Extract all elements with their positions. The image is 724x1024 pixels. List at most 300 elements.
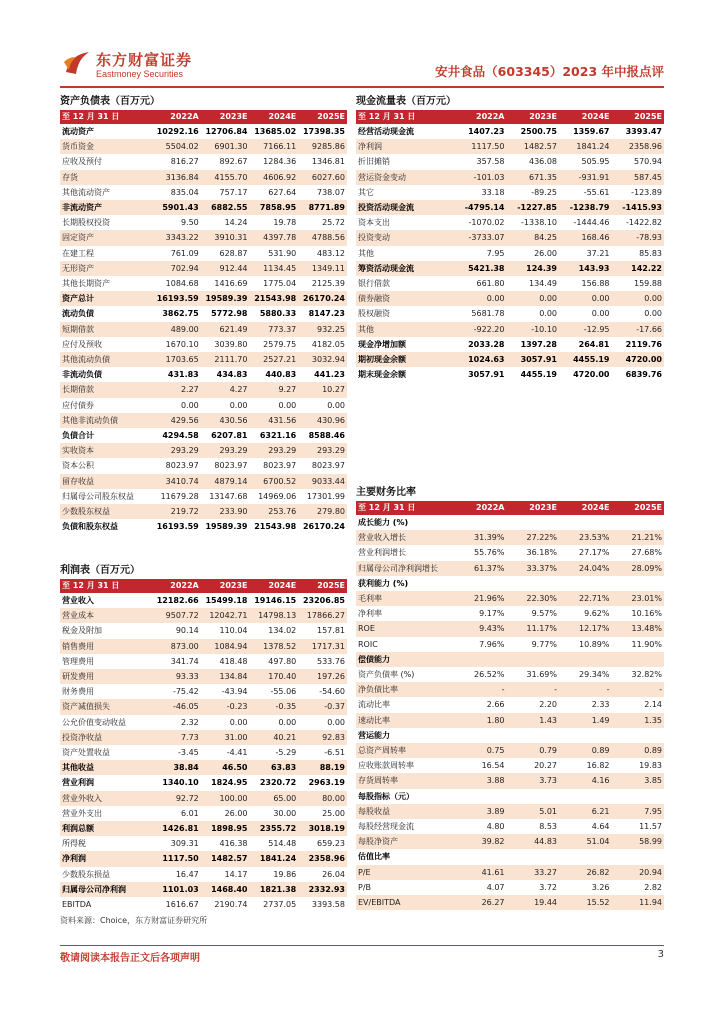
ratios-table — [356, 501, 664, 910]
table-row — [356, 849, 664, 864]
cell-value: 416.38 — [219, 839, 248, 849]
table-row — [356, 697, 664, 712]
cell-value: -54.60 — [319, 687, 345, 697]
row-label: 营业利润增长 — [358, 548, 406, 558]
cell-value: 5772.98 — [211, 309, 248, 319]
row-label: 估值比率 — [358, 852, 390, 862]
cashflow-table — [356, 110, 664, 382]
column-header-period: 至 12 月 31 日 — [356, 501, 454, 515]
row-label: 每股指标（元） — [358, 791, 414, 801]
cell-value: 55.76% — [473, 548, 505, 558]
cell-value: 309.31 — [170, 839, 199, 849]
table-row — [356, 515, 664, 530]
table-header-row — [60, 110, 347, 124]
cell-value: -5.29 — [275, 748, 297, 758]
cell-value: -0.23 — [201, 699, 250, 714]
cell-value: 4294.58 — [162, 431, 199, 441]
cell-value: 143.93 — [559, 261, 612, 276]
table-row — [60, 185, 347, 200]
cell-value: 16193.59 — [152, 291, 201, 306]
cell-value: 100.00 — [201, 791, 250, 806]
cell-value: 738.07 — [317, 187, 345, 197]
table-row — [60, 489, 347, 504]
cell-value: 80.00 — [298, 791, 347, 806]
table-row — [60, 519, 347, 534]
cell-value: 932.25 — [298, 322, 347, 337]
table-row — [60, 623, 347, 638]
cell-value: 19146.15 — [254, 596, 297, 605]
cell-value: 1898.95 — [201, 821, 250, 836]
cell-value: 0.00 — [507, 291, 560, 306]
cell-value: -55.06 — [270, 687, 297, 697]
row-label: 总资产周转率 — [356, 743, 454, 758]
cell-value — [454, 652, 507, 667]
table-row — [60, 699, 347, 714]
cell-value: 702.94 — [152, 261, 201, 276]
cell-value: 1482.57 — [507, 139, 560, 154]
cell-value: 22.71% — [559, 591, 612, 606]
cell-value: 27.17% — [578, 548, 610, 558]
income-statement-title: 利润表（百万元） — [60, 565, 140, 576]
table-row — [60, 337, 347, 352]
cell-value — [454, 576, 507, 591]
row-label: 短期借款 — [60, 322, 152, 337]
cell-value: 29.34% — [578, 670, 610, 680]
row-label: 负债和股东权益 — [62, 522, 118, 532]
cell-value: 4155.70 — [201, 170, 250, 185]
row-label: 其他流动资产 — [62, 187, 110, 197]
cell-value: 1482.57 — [201, 851, 250, 866]
table-row — [60, 608, 347, 623]
row-label: EV/EBITDA — [356, 895, 454, 910]
cell-value: 21543.98 — [254, 522, 297, 532]
row-label: 负债合计 — [62, 431, 94, 441]
cell-value: 219.72 — [152, 504, 201, 519]
cell-value: 24.04% — [559, 561, 612, 576]
cell-value: 1117.50 — [454, 139, 507, 154]
row-label: 存货 — [60, 170, 152, 185]
table-row — [60, 291, 347, 306]
table-row — [60, 458, 347, 473]
cell-value: 157.81 — [317, 626, 345, 636]
row-label: 应付及预收 — [62, 339, 102, 349]
cell-value: 44.83 — [507, 834, 560, 849]
cell-value: 497.80 — [268, 656, 297, 666]
row-label: 实收资本 — [60, 443, 152, 458]
table-row — [356, 530, 664, 545]
cell-value: 3343.22 — [152, 230, 201, 245]
row-label: 归属母公司股东权益 — [62, 491, 134, 501]
table-row — [60, 897, 347, 912]
table-row — [60, 215, 347, 230]
cell-value: -0.37 — [298, 699, 347, 714]
cell-value — [507, 849, 560, 864]
table-row — [356, 895, 664, 910]
cell-value: 1117.50 — [152, 851, 201, 866]
cell-value: 26.82 — [559, 865, 612, 880]
row-label: 现金净增加额 — [358, 339, 406, 349]
cell-value: 3039.80 — [214, 339, 248, 349]
table-row — [356, 743, 664, 758]
cell-value: 1340.10 — [162, 778, 199, 788]
cell-value: 13147.68 — [209, 491, 248, 501]
cell-value — [454, 849, 507, 864]
table-row — [60, 124, 347, 139]
cell-value: 431.83 — [167, 370, 199, 380]
cell-value: -12.95 — [559, 322, 612, 337]
row-label: 净利润 — [356, 139, 454, 154]
cell-value: 33.18 — [481, 187, 505, 197]
row-label: 投资净收益 — [60, 730, 152, 745]
cell-value — [507, 515, 560, 530]
table-row — [356, 561, 664, 576]
table-row — [356, 789, 664, 804]
cell-value: 0.00 — [644, 309, 662, 319]
row-label: 资产总计 — [60, 291, 152, 306]
header-divider — [60, 86, 664, 88]
cell-value: -1338.10 — [521, 218, 557, 228]
cell-value: 61.37% — [454, 561, 507, 576]
cell-value: 4879.14 — [201, 474, 250, 489]
cell-value: 15.52 — [559, 895, 612, 910]
cell-value — [454, 515, 507, 530]
row-label: 财务费用 — [62, 687, 94, 697]
table-row — [356, 352, 664, 367]
cell-value: 8.53 — [539, 822, 557, 832]
cell-value: -4.41 — [226, 748, 248, 758]
column-header-year: 2023E — [201, 579, 250, 593]
cell-value: 6207.81 — [211, 431, 248, 441]
row-label: 归属母公司净利润 — [60, 882, 152, 897]
cell-value: 1101.03 — [152, 882, 201, 897]
cell-value: 88.19 — [298, 760, 347, 775]
table-row — [356, 124, 664, 139]
income-statement-table — [60, 579, 347, 912]
cell-value: 4720.00 — [612, 352, 665, 367]
cell-value: 3393.58 — [311, 900, 345, 910]
row-label: 其他 — [356, 322, 454, 337]
cell-value: 264.81 — [578, 339, 610, 349]
cell-value: 7.95 — [486, 248, 505, 258]
cell-value: -3733.07 — [454, 230, 507, 245]
column-header-period: 至 12 月 31 日 — [356, 110, 454, 124]
cell-value: 14.24 — [224, 218, 248, 228]
row-label: 流动负债 — [62, 309, 94, 319]
cell-value: 134.49 — [529, 279, 557, 289]
cell-value: 33.37% — [507, 561, 560, 576]
row-label: 资本公积 — [62, 461, 94, 471]
column-header-period: 至 12 月 31 日 — [60, 110, 152, 124]
cell-value: 5504.02 — [152, 139, 201, 154]
cell-value: 912.44 — [201, 261, 250, 276]
income-statement-section — [60, 564, 347, 926]
cell-value: 9507.72 — [152, 608, 201, 623]
cell-value — [559, 652, 612, 667]
table-row — [60, 261, 347, 276]
cell-value: 1670.10 — [165, 339, 199, 349]
cell-value: 0.00 — [229, 400, 248, 410]
cell-value — [507, 576, 560, 591]
row-label: 营运资金变动 — [356, 170, 454, 185]
table-row — [60, 200, 347, 215]
cell-value: 6901.30 — [201, 139, 250, 154]
cell-value: 17301.99 — [306, 491, 345, 501]
row-label: 非流动资产 — [60, 200, 152, 215]
cell-value: 16.47 — [175, 869, 199, 879]
cell-value: 0.00 — [327, 717, 345, 727]
cell-value — [454, 789, 507, 804]
cell-value: 430.56 — [201, 413, 250, 428]
row-label: 毛利率 — [356, 591, 454, 606]
cell-value: 4397.78 — [250, 230, 299, 245]
cell-value: 9033.44 — [298, 474, 347, 489]
cell-value: -123.89 — [631, 187, 662, 197]
table-row — [60, 867, 347, 882]
column-header-year: 2025E — [612, 501, 665, 515]
column-header-year: 2023E — [507, 501, 560, 515]
cell-value: 5901.43 — [152, 200, 201, 215]
table-row — [356, 246, 664, 261]
table-row — [356, 713, 664, 728]
cell-value: 1468.40 — [201, 882, 250, 897]
cell-value: 11.94 — [612, 895, 665, 910]
row-label: 每股经营现金流 — [358, 822, 414, 832]
cell-value: 429.56 — [152, 413, 201, 428]
cell-value: 671.35 — [507, 170, 560, 185]
column-header-year: 2022A — [152, 579, 201, 593]
table-row — [356, 576, 664, 591]
cell-value: 124.39 — [507, 261, 560, 276]
cell-value: 514.48 — [268, 839, 297, 849]
cell-value: 3393.47 — [625, 127, 662, 136]
cell-value: 9.77% — [531, 639, 557, 649]
row-label: 营业收入 — [62, 596, 94, 605]
cell-value: 533.76 — [317, 656, 345, 666]
cell-value: 2.14 — [644, 700, 662, 710]
cell-value: 6.01 — [180, 808, 199, 818]
cell-value: 293.29 — [298, 443, 347, 458]
cell-value: 3410.74 — [152, 474, 201, 489]
cell-value: 761.09 — [170, 248, 199, 258]
row-label: 研发费用 — [60, 669, 152, 684]
cell-value: 3.72 — [539, 882, 557, 892]
table-row — [356, 667, 664, 682]
cell-value: 570.94 — [634, 157, 662, 167]
footer-divider — [60, 945, 664, 946]
cell-value: -10.10 — [507, 322, 560, 337]
cell-value: 441.23 — [314, 370, 345, 380]
row-label: 其他流动负债 — [60, 352, 152, 367]
cell-value: 16193.59 — [156, 522, 199, 532]
cell-value: 142.22 — [612, 261, 665, 276]
cell-value: 156.88 — [581, 279, 610, 289]
cell-value: 1407.23 — [468, 127, 505, 136]
cell-value: 8023.97 — [311, 461, 345, 471]
cell-value: 32.82% — [631, 670, 662, 680]
table-row — [356, 804, 664, 819]
cell-value: 3.89 — [454, 804, 507, 819]
cell-value: 816.27 — [170, 157, 199, 167]
cell-value: 10.27 — [298, 382, 347, 397]
cell-value: 6.21 — [559, 804, 612, 819]
cell-value: 7.96% — [479, 639, 505, 649]
cell-value: 1349.11 — [298, 261, 347, 276]
cell-value: 0.00 — [612, 291, 665, 306]
cell-value: 1359.67 — [573, 127, 610, 136]
table-row — [60, 382, 347, 397]
row-label: 利润总额 — [60, 821, 152, 836]
table-row — [356, 682, 664, 697]
cell-value: 14798.13 — [250, 608, 299, 623]
cell-value: 0.00 — [454, 291, 507, 306]
cell-value: 38.84 — [152, 760, 201, 775]
cell-value: 757.17 — [219, 187, 248, 197]
cell-value: 17398.35 — [302, 127, 345, 136]
cell-value: 26.52% — [473, 670, 505, 680]
cell-value: 6882.55 — [201, 200, 250, 215]
cell-value: 628.87 — [219, 248, 248, 258]
row-label: 应付债券 — [62, 400, 94, 410]
cell-value: 1.80 — [454, 713, 507, 728]
row-label: 资产处置收益 — [62, 748, 110, 758]
cell-value: 1346.81 — [311, 157, 345, 167]
column-header-year: 2024E — [559, 110, 612, 124]
cell-value: 279.80 — [298, 504, 347, 519]
cell-value: 23206.85 — [302, 596, 345, 605]
cell-value: 436.08 — [529, 157, 557, 167]
cell-value: 1824.95 — [211, 778, 248, 788]
table-row — [60, 474, 347, 489]
cell-value: -78.93 — [612, 230, 665, 245]
row-label: 资本支出 — [358, 218, 390, 228]
table-row — [60, 322, 347, 337]
table-row — [60, 352, 347, 367]
cell-value: 2033.28 — [468, 339, 505, 349]
cell-value: 85.83 — [639, 248, 662, 258]
cell-value: 1616.67 — [165, 900, 199, 910]
cell-value: 3032.94 — [298, 352, 347, 367]
cell-value: 6027.60 — [298, 170, 347, 185]
table-header-row — [356, 501, 664, 515]
cell-value: 0.00 — [591, 309, 610, 319]
column-header-period: 至 12 月 31 日 — [60, 579, 152, 593]
table-row — [60, 882, 347, 897]
cell-value: 30.00 — [273, 808, 297, 818]
table-row — [356, 819, 664, 834]
balance-sheet-title: 资产负债表（百万元） — [60, 96, 160, 107]
table-row — [356, 261, 664, 276]
cell-value: 12042.71 — [201, 608, 250, 623]
table-row — [356, 367, 664, 382]
cell-value: 1416.69 — [214, 279, 248, 289]
cell-value: 293.29 — [250, 443, 299, 458]
cell-value: 4.16 — [559, 773, 612, 788]
cell-value: 92.72 — [152, 791, 201, 806]
cell-value: 233.90 — [201, 504, 250, 519]
cell-value: 253.76 — [250, 504, 299, 519]
cell-value: 2.82 — [644, 882, 662, 892]
cell-value: 21543.98 — [250, 291, 299, 306]
row-label: 所得税 — [62, 839, 86, 849]
column-header-year: 2025E — [298, 110, 347, 124]
row-label: ROE — [356, 621, 454, 636]
row-label: 资产负债率 (%) — [358, 670, 415, 680]
cell-value — [454, 728, 507, 743]
row-label: 货币资金 — [60, 139, 152, 154]
cell-value: 1841.24 — [559, 139, 612, 154]
cell-value: 0.89 — [612, 743, 665, 758]
table-row — [356, 545, 664, 560]
source-note: 资料来源：Choice，东方财富证券研究所 — [60, 916, 208, 926]
cell-value: 5880.33 — [259, 309, 297, 319]
cell-value: - — [612, 682, 665, 697]
cell-value: 6839.76 — [625, 370, 662, 380]
row-label: 长期借款 — [60, 382, 152, 397]
cell-value: -17.66 — [612, 322, 665, 337]
row-label: 非流动负债 — [62, 370, 102, 380]
row-label: 筹资活动现金流 — [356, 261, 454, 276]
table-row — [60, 428, 347, 443]
row-label: 其他长期资产 — [62, 279, 110, 289]
cell-value: 28.09% — [612, 561, 665, 576]
cell-value: 25.00 — [322, 808, 345, 818]
cell-value: 5.01 — [507, 804, 560, 819]
table-row — [60, 154, 347, 169]
cell-value: 10.16% — [631, 609, 662, 619]
row-label: 每股净资产 — [356, 834, 454, 849]
cell-value: 197.26 — [298, 669, 347, 684]
cell-value: 168.46 — [559, 230, 612, 245]
cell-value: 5681.78 — [471, 309, 505, 319]
table-row — [356, 728, 664, 743]
cell-value: 505.95 — [581, 157, 610, 167]
row-label: 归属母公司净利润增长 — [356, 561, 454, 576]
table-row — [356, 306, 664, 321]
cell-value: 4788.56 — [298, 230, 347, 245]
cell-value: 0.00 — [559, 291, 612, 306]
row-label: 其他非流动负债 — [60, 413, 152, 428]
cell-value: 3.73 — [507, 773, 560, 788]
table-row — [356, 291, 664, 306]
cell-value: 1134.45 — [250, 261, 299, 276]
cashflow-title: 现金流量表（百万元） — [356, 96, 456, 107]
cell-value: 21.21% — [612, 530, 665, 545]
table-row — [60, 715, 347, 730]
table-row — [356, 154, 664, 169]
cell-value: 431.56 — [250, 413, 299, 428]
cell-value: 434.83 — [216, 370, 248, 380]
row-label: 净利润 — [60, 851, 152, 866]
table-row — [356, 170, 664, 185]
cell-value: -6.51 — [324, 748, 345, 758]
cell-value: -1070.02 — [468, 218, 505, 228]
brand-name-en: Eastmoney Securities — [96, 69, 184, 79]
row-label: 少数股东权益 — [60, 504, 152, 519]
cell-value: 9.57% — [531, 609, 557, 619]
cell-value: 4182.05 — [311, 339, 345, 349]
table-row — [60, 504, 347, 519]
cell-value: 4720.00 — [573, 370, 610, 380]
table-row — [356, 337, 664, 352]
cell-value: -922.20 — [454, 322, 507, 337]
cell-value: -4795.14 — [454, 200, 507, 215]
table-row — [356, 200, 664, 215]
table-row — [356, 758, 664, 773]
table-row — [60, 760, 347, 775]
row-label: 股权融资 — [358, 309, 390, 319]
cell-value: 170.40 — [250, 669, 299, 684]
cell-value: 8023.97 — [214, 461, 248, 471]
